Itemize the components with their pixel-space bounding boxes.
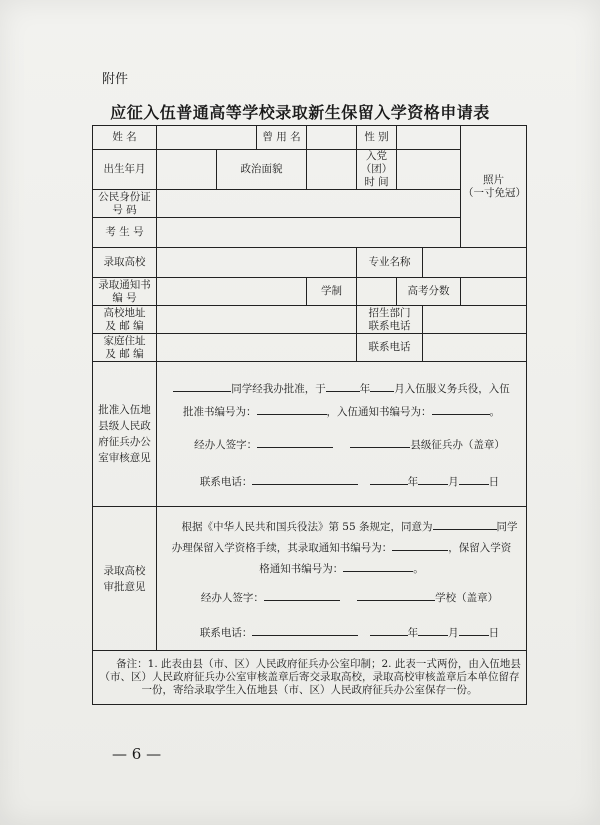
admission-phone-label-1: 招生部门 bbox=[368, 306, 411, 319]
section1-date-month: 月 bbox=[448, 476, 459, 488]
section2-text-5: 格通知书编号为： bbox=[259, 563, 344, 575]
major-field[interactable] bbox=[423, 248, 527, 278]
section1-signer-label: 经办人签字： bbox=[194, 439, 258, 451]
exam-number-field[interactable] bbox=[157, 218, 461, 248]
section1-text-3: 月入伍服义务兵役，入伍 bbox=[394, 383, 510, 395]
enlist-year-blank[interactable] bbox=[326, 381, 360, 392]
section2-label: 录取高校审批意见 bbox=[93, 507, 157, 651]
section1-text-5: ，入伍通知书编号为： bbox=[326, 406, 432, 418]
admission-notice-number-blank[interactable] bbox=[392, 540, 448, 551]
section2-student-blank[interactable] bbox=[433, 519, 497, 530]
notice-number-field[interactable] bbox=[157, 278, 307, 306]
student-name-blank[interactable] bbox=[173, 381, 231, 392]
home-address-field[interactable] bbox=[157, 334, 357, 362]
gender-field[interactable] bbox=[397, 126, 461, 150]
section1-year-blank[interactable] bbox=[370, 474, 408, 485]
notice-number-label-1: 录取通知书 bbox=[98, 278, 151, 291]
contact-phone-label: 联系电话 bbox=[357, 334, 423, 362]
id-number-field[interactable] bbox=[157, 190, 461, 218]
political-label: 政治面貌 bbox=[217, 150, 307, 190]
section2-year-blank[interactable] bbox=[370, 625, 408, 636]
section1-content bbox=[157, 362, 527, 507]
party-date-field[interactable] bbox=[397, 150, 461, 190]
birth-field[interactable] bbox=[157, 150, 217, 190]
contact-phone-field[interactable] bbox=[423, 334, 527, 362]
exam-number-label: 考 生 号 bbox=[93, 218, 157, 248]
application-form bbox=[92, 125, 527, 705]
college-address-label-1: 高校地址 bbox=[103, 306, 146, 319]
section1-text-4: 批准书编号为： bbox=[183, 406, 257, 418]
approval-number-blank[interactable] bbox=[257, 404, 327, 415]
college-address-field[interactable] bbox=[157, 306, 357, 334]
section1-label: 批准入伍地县级人民政府征兵办公室审核意见 bbox=[93, 362, 157, 507]
schooling-field[interactable] bbox=[357, 278, 397, 306]
section1-phone-blank[interactable] bbox=[252, 474, 358, 485]
college-address-label-2: 及 邮 编 bbox=[105, 319, 144, 332]
section2-phone-label: 联系电话： bbox=[199, 627, 253, 639]
photo-box[interactable] bbox=[461, 126, 527, 248]
section2-date-month: 月 bbox=[448, 627, 459, 639]
section1-month-blank[interactable] bbox=[418, 474, 448, 485]
political-field[interactable] bbox=[307, 150, 357, 190]
county-stamp-label: 县级征兵办（盖章） bbox=[410, 439, 505, 451]
name-label: 姓 名 bbox=[93, 126, 157, 150]
section2-text-6: 。 bbox=[413, 563, 424, 575]
gender-label: 性 别 bbox=[357, 126, 397, 150]
home-address-label-1: 家庭住址 bbox=[103, 334, 146, 347]
section2-signer-blank[interactable] bbox=[264, 590, 340, 601]
enlist-notice-number-blank[interactable] bbox=[432, 404, 490, 415]
admission-phone-field[interactable] bbox=[423, 306, 527, 334]
section2-date-year: 年 bbox=[407, 627, 419, 639]
section2-phone-blank[interactable] bbox=[252, 625, 358, 636]
page-number: — 6 — bbox=[112, 745, 162, 763]
section1-signer-blank[interactable] bbox=[257, 437, 333, 448]
section1-year-text: 年 bbox=[359, 383, 371, 395]
birth-label: 出生年月 bbox=[93, 150, 157, 190]
section2-text-2: 同学 bbox=[496, 521, 518, 533]
admission-phone-label-2: 联系电话 bbox=[368, 319, 411, 332]
home-address-label-2: 及 邮 编 bbox=[105, 347, 144, 360]
section2-day-blank[interactable] bbox=[459, 625, 489, 636]
retention-notice-number-blank[interactable] bbox=[343, 561, 413, 572]
page-title: 应征入伍普通高等学校录取新生保留入学资格申请表 bbox=[110, 103, 490, 122]
id-number-label-2: 号 码 bbox=[112, 203, 137, 216]
section1-date-year: 年 bbox=[407, 476, 419, 488]
score-field[interactable] bbox=[461, 278, 527, 306]
enlist-month-blank[interactable] bbox=[370, 381, 394, 392]
party-date-label-2: 时 间 bbox=[364, 176, 389, 188]
appendix-label: 附件 bbox=[102, 72, 129, 87]
section1-text-6: 。 bbox=[489, 406, 500, 418]
remarks: 备注：1. 此表由县（市、区）人民政府征兵办公室印制；2. 此表一式两份，由入伍地县（市、区）人民政府征兵办公室审核盖章后寄交录取高校，录取高校审核盖章后本单位留存一份，寄给录取学生入伍地县（市、区）人民政府征兵办公室保存一份。 bbox=[93, 651, 527, 705]
notice-number-label-2: 编 号 bbox=[112, 291, 137, 304]
former-name-field[interactable] bbox=[307, 126, 357, 150]
section2-text-4: ，保留入学资 bbox=[448, 542, 512, 554]
name-field[interactable] bbox=[157, 126, 257, 150]
college-label: 录取高校 bbox=[93, 248, 157, 278]
photo-size-label: （一寸免冠） bbox=[463, 186, 526, 199]
score-label: 高考分数 bbox=[397, 278, 461, 306]
section2-text-1: 根据《中华人民共和国兵役法》第 55 条规定，同意为 bbox=[181, 521, 433, 533]
section1-day-blank[interactable] bbox=[459, 474, 489, 485]
section2-date-day: 日 bbox=[488, 627, 500, 639]
school-stamp-label: 学校（盖章） bbox=[435, 592, 499, 604]
id-number-label-1: 公民身份证 bbox=[98, 190, 151, 203]
major-label: 专业名称 bbox=[357, 248, 423, 278]
college-field[interactable] bbox=[157, 248, 357, 278]
section2-month-blank[interactable] bbox=[418, 625, 448, 636]
section1-text-1: 同学经我办批准，于 bbox=[231, 383, 326, 395]
party-date-label-1: 入党（团） bbox=[360, 150, 393, 175]
schooling-label: 学制 bbox=[307, 278, 357, 306]
section1-phone-label: 联系电话： bbox=[199, 476, 253, 488]
school-name-blank[interactable] bbox=[357, 590, 435, 601]
section2-text-3: 办理保留入学资格手续，其录取通知书编号为： bbox=[171, 542, 393, 554]
photo-label: 照片 bbox=[483, 173, 504, 186]
former-name-label: 曾 用 名 bbox=[257, 126, 307, 150]
county-name-blank[interactable] bbox=[350, 437, 410, 448]
section2-content bbox=[157, 507, 527, 651]
section2-signer-label: 经办人签字： bbox=[200, 592, 264, 604]
section1-date-day: 日 bbox=[488, 476, 500, 488]
